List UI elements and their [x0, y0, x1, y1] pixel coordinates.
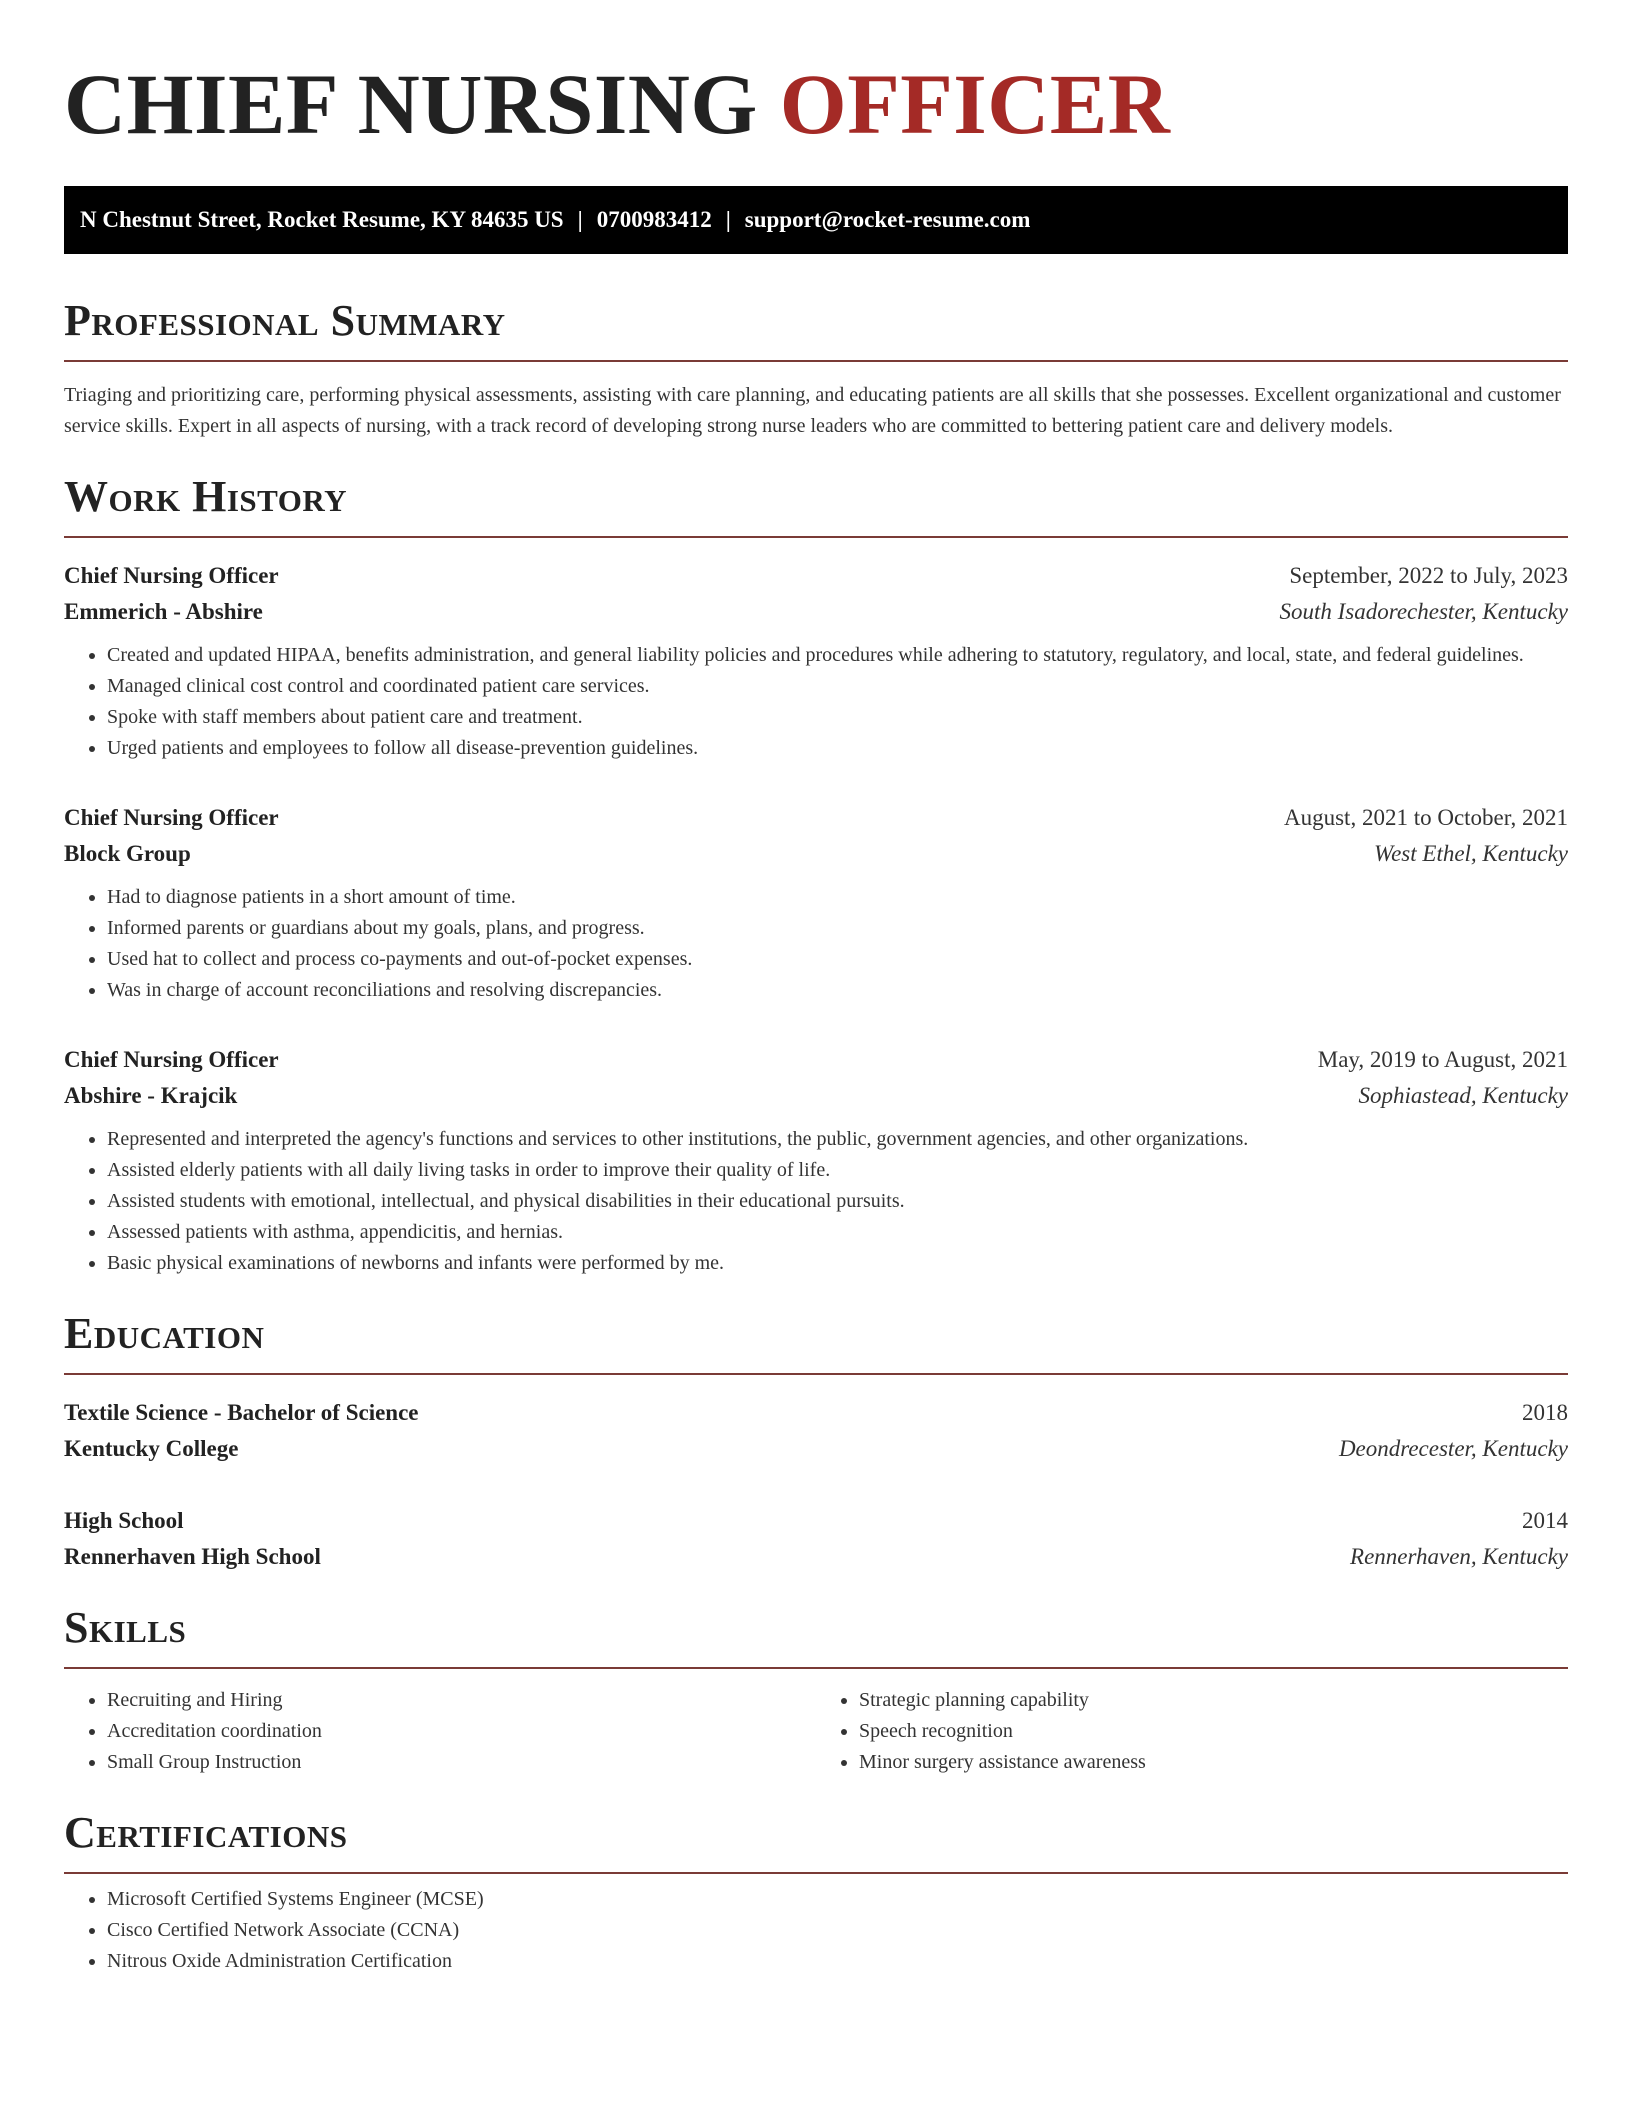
contact-separator: | [725, 207, 731, 232]
job-title: Chief Nursing Officer [64, 1047, 279, 1072]
certifications-list [64, 1884, 1568, 1977]
job-entry [64, 558, 1568, 764]
education-section [64, 1309, 1568, 1575]
list-item: • Informed parents or guardians about my goals, plans, and progress. [107, 913, 1568, 944]
education-year: 2018 [1522, 1400, 1568, 1425]
list-item: • Assisted students with emotional, intellectual, and physical disabilities in their educational pursuits. [107, 1186, 1568, 1217]
education-entry [64, 1503, 1568, 1575]
job-location: West Ethel, Kentucky [1374, 841, 1568, 866]
education-location: Deondrecester, Kentucky [1338, 1436, 1568, 1461]
list-item: • Speech recognition [859, 1716, 1568, 1747]
contact-separator: | [577, 207, 583, 232]
skills-left-list [64, 1685, 816, 1778]
section-heading: Professional Summary [64, 296, 1568, 362]
job-entry [64, 1042, 1568, 1279]
list-item: • Strategic planning capability [859, 1685, 1568, 1716]
resume-title [64, 58, 1568, 150]
list-item: • Represented and interpreted the agency's functions and services to other institutions, the public, government agencies, and other organizations. [107, 1124, 1568, 1155]
job-row [64, 594, 1568, 630]
contact-phone: 0700983412 [596, 207, 712, 232]
job-title: Chief Nursing Officer [64, 805, 279, 830]
title-main: CHIEF NURSING [64, 56, 758, 152]
list-item: • Assessed patients with asthma, appendicitis, and hernias. [107, 1217, 1568, 1248]
job-dates: August, 2021 to October, 2021 [1284, 805, 1568, 830]
job-location: South Isadorechester, Kentucky [1279, 599, 1568, 624]
title-accent: OFFICER [779, 56, 1171, 152]
education-degree: Textile Science - Bachelor of Science [64, 1400, 419, 1425]
list-item: • Minor surgery assistance awareness [859, 1747, 1568, 1778]
education-location: Rennerhaven, Kentucky [1350, 1544, 1568, 1569]
list-item: • Spoke with staff members about patient care and treatment. [107, 702, 1568, 733]
list-item: • Accreditation coordination [107, 1716, 816, 1747]
contact-bar [64, 186, 1568, 254]
list-item: • Recruiting and Hiring [107, 1685, 816, 1716]
job-bullets [64, 640, 1568, 764]
list-item: • Urged patients and employees to follow all disease-prevention guidelines. [107, 733, 1568, 764]
list-item: • Used hat to collect and process co-payments and out-of-pocket expenses. [107, 944, 1568, 975]
job-bullets [64, 1124, 1568, 1279]
job-row [64, 558, 1568, 594]
job-row [64, 1042, 1568, 1078]
job-company: Emmerich - Abshire [64, 599, 263, 624]
skills-section [64, 1603, 1568, 1778]
education-entry [64, 1395, 1568, 1467]
skills-grid [64, 1685, 1568, 1778]
job-entry [64, 800, 1568, 1006]
section-heading: Education [64, 1309, 1568, 1375]
certifications-section [64, 1808, 1568, 1977]
work-history-section [64, 472, 1568, 1279]
list-item: • Cisco Certified Network Associate (CCNA) [107, 1915, 1568, 1946]
education-row [64, 1503, 1568, 1539]
list-item: • Small Group Instruction [107, 1747, 816, 1778]
education-year: 2014 [1522, 1508, 1568, 1533]
job-bullets [64, 882, 1568, 1006]
section-heading: Certifications [64, 1808, 1568, 1874]
list-item: • Basic physical examinations of newborns and infants were performed by me. [107, 1248, 1568, 1279]
list-item: • Had to diagnose patients in a short amount of time. [107, 882, 1568, 913]
education-degree: High School [64, 1508, 184, 1533]
job-company: Block Group [64, 841, 191, 866]
education-row [64, 1395, 1568, 1431]
list-item: • Assisted elderly patients with all daily living tasks in order to improve their quality of life. [107, 1155, 1568, 1186]
list-item: • Managed clinical cost control and coordinated patient care services. [107, 671, 1568, 702]
job-row [64, 800, 1568, 836]
education-row [64, 1431, 1568, 1467]
job-company: Abshire - Krajcik [64, 1083, 238, 1108]
list-item: • Was in charge of account reconciliations and resolving discrepancies. [107, 975, 1568, 1006]
job-dates: September, 2022 to July, 2023 [1289, 563, 1568, 588]
job-row [64, 836, 1568, 872]
skills-right-list [816, 1685, 1568, 1778]
summary-text: Triaging and prioritizing care, performing physical assessments, assisting with care planning, and educating patients are all skills that she possesses. Excellent organizational and customer service skills. Expert in all aspects of nursing, with a track record of developing strong nurse leaders who are committed to bettering patient care and delivery models. [64, 384, 1561, 437]
list-item: • Microsoft Certified Systems Engineer (MCSE) [107, 1884, 1568, 1915]
job-dates: May, 2019 to August, 2021 [1317, 1047, 1568, 1072]
contact-email: support@rocket-resume.com [744, 207, 1031, 232]
education-school: Kentucky College [64, 1436, 239, 1461]
list-item: • Created and updated HIPAA, benefits administration, and general liability policies and procedures while adhering to statutory, regulatory, and local, state, and federal guidelines. [107, 640, 1568, 671]
summary-section [64, 296, 1568, 442]
job-title: Chief Nursing Officer [64, 563, 279, 588]
job-location: Sophiastead, Kentucky [1358, 1083, 1568, 1108]
section-heading: Work History [64, 472, 1568, 538]
contact-address: N Chestnut Street, Rocket Resume, KY 84635 US [80, 207, 564, 232]
education-row [64, 1539, 1568, 1575]
section-heading: Skills [64, 1603, 1568, 1669]
education-school: Rennerhaven High School [64, 1544, 321, 1569]
job-row [64, 1078, 1568, 1114]
list-item: • Nitrous Oxide Administration Certification [107, 1946, 1568, 1977]
